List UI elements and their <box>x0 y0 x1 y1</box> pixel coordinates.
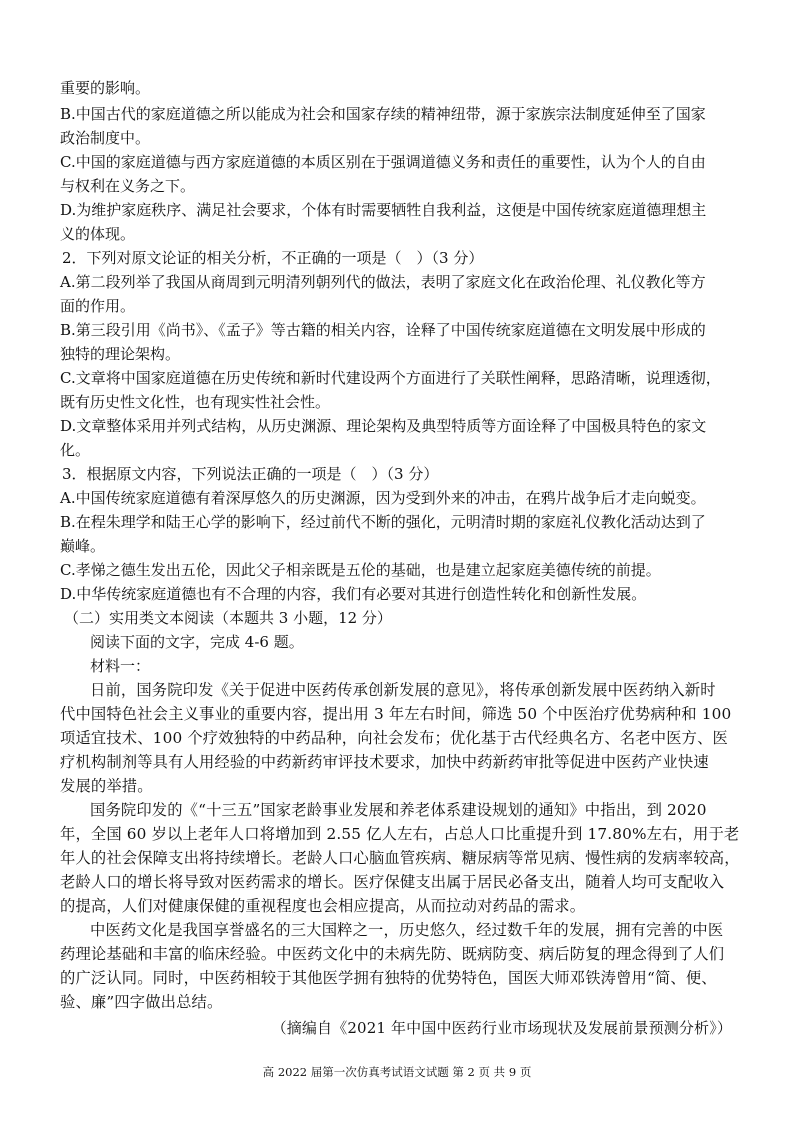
q2-line: 化。 <box>60 441 91 459</box>
material-line: 年，全国 60 岁以上老年人口将增加到 2.55 亿人左右，占总人口比重提升到 17.80%左右，用于老 <box>60 825 740 843</box>
q3-option-a: A.中国传统家庭道德有着深厚悠久的历史渊源，因为受到外来的冲击，在鸦片战争后才走向蜕变。 <box>60 489 706 507</box>
section-heading: （二）实用类文本阅读（本题共 3 小题，12 分） <box>64 609 392 627</box>
q3-option-d: D.中华传统家庭道德也有不合理的内容，我们有必要对其进行创造性转化和创新性发展。 <box>60 585 647 603</box>
material-label: 材料一： <box>90 657 151 675</box>
q3-option-b: B.在程朱理学和陆王心学的影响下，经过前代不断的强化，元明清时期的家庭礼仪教化活动达到了 <box>60 513 706 531</box>
q3-option-c: C.孝悌之德生发出五伦，因此父子相亲既是五伦的基础，也是建立起家庭美德传统的前提。 <box>60 561 661 579</box>
material-line: 代中国特色社会主义事业的重要内容，提出用 3 年左右时间，筛选 50 个中医治疗优势病种和 100 <box>60 705 732 723</box>
q2-line: 面的作用。 <box>60 297 136 315</box>
q1-line: 义的体现。 <box>60 225 136 243</box>
source-citation: （摘编自《2021 年中国中医药行业市场现状及发展前景预测分析》） <box>271 1019 732 1037</box>
q2-option-d: D.文章整体采用并列式结构，从历史渊源、理论架构及典型特质等方面诠释了中国极具特色的家文 <box>60 417 707 435</box>
q2-line: 独特的理论架构。 <box>60 345 181 363</box>
material-line: 发展的举措。 <box>60 777 153 795</box>
material-line: 药理论基础和丰富的临床经验。中医药文化中的未病先防、既病防变、病后防复的理念得到了人们 <box>60 945 725 963</box>
material-line: 项适宜技术、100 个疗效独特的中药品种，向社会发布；优化基于古代经典名方、名老中医方、医 <box>60 729 728 747</box>
q2-line: 既有历史性文化性，也有现实性社会性。 <box>60 393 331 411</box>
page-footer: 高 2022 届第一次仿真考试语文试题 第 2 页 共 9 页 <box>262 1065 532 1079</box>
material-line: 的提高，人们对健康保健的重视程度也会相应提高，从而拉动对药品的需求。 <box>60 897 586 915</box>
q3-stem: 3．根据原文内容，下列说法正确的一项是（ ）（3 分） <box>62 465 439 483</box>
q1-option-d: D.为维护家庭秩序、满足社会要求，个体有时需要牺牲自我利益，这便是中国传统家庭道德理想主 <box>60 201 707 219</box>
q1-line: 政治制度中。 <box>60 129 151 147</box>
material-line: 老龄人口的增长将导致对医药需求的增长。医疗保健支出属于居民必备支出，随着人均可支配收入 <box>60 873 725 891</box>
material-line: 年人的社会保障支出将持续增长。老龄人口心脑血管疾病、糖尿病等常见病、慢性病的发病率较高， <box>60 849 740 867</box>
material-line: 日前，国务院印发《关于促进中医药传承创新发展的意见》，将传承创新发展中医药纳入新时 <box>90 681 716 699</box>
q2-option-c: C.文章将中国家庭道德在历史传统和新时代建设两个方面进行了关联性阐释，思路清晰，说理透彻， <box>60 369 721 387</box>
q1-option-c: C.中国的家庭道德与西方家庭道德的本质区别在于强调道德义务和责任的重要性，认为个人的自由 <box>60 153 706 171</box>
q3-line: 巅峰。 <box>60 537 106 555</box>
q1-line: 与权利在义务之下。 <box>60 177 196 195</box>
q2-option-b: B.第三段引用《尚书》、《孟子》等古籍的相关内容，诠释了中国传统家庭道德在文明发展中形成的 <box>60 321 706 339</box>
q2-stem: 2．下列对原文论证的相关分析，不正确的一项是（ ）（3 分） <box>62 249 484 267</box>
q2-option-a: A.第二段列举了我国从商周到元明清列朝列代的做法，表明了家庭文化在政治伦理、礼仪教化等方 <box>60 273 706 291</box>
material-line: 国务院印发的《“十三五”国家老龄事业发展和养老体系建设规划的通知》中指出，到 2020 <box>90 801 707 819</box>
material-line: 的广泛认同。同时，中医药相较于其他医学拥有独特的优势特色，国医大师邓铁涛曾用“简、便、 <box>60 969 717 987</box>
q1-line: 重要的影响。 <box>60 79 151 97</box>
material-line: 中医药文化是我国享誉盛名的三大国粹之一，历史悠久，经过数千年的发展，拥有完善的中医 <box>90 921 724 939</box>
q1-option-b: B.中国古代的家庭道德之所以能成为社会和国家存续的精神纽带，源于家族宗法制度延伸至了国家 <box>60 105 706 123</box>
material-line: 验、廉”四字做出总结。 <box>60 993 223 1011</box>
material-line: 疗机构制剂等具有人用经验的中药新药审评技术要求，加快中药新药审批等促进中医药产业快速 <box>60 753 709 771</box>
section-instruction: 阅读下面的文字，完成 4-6 题。 <box>90 633 304 651</box>
